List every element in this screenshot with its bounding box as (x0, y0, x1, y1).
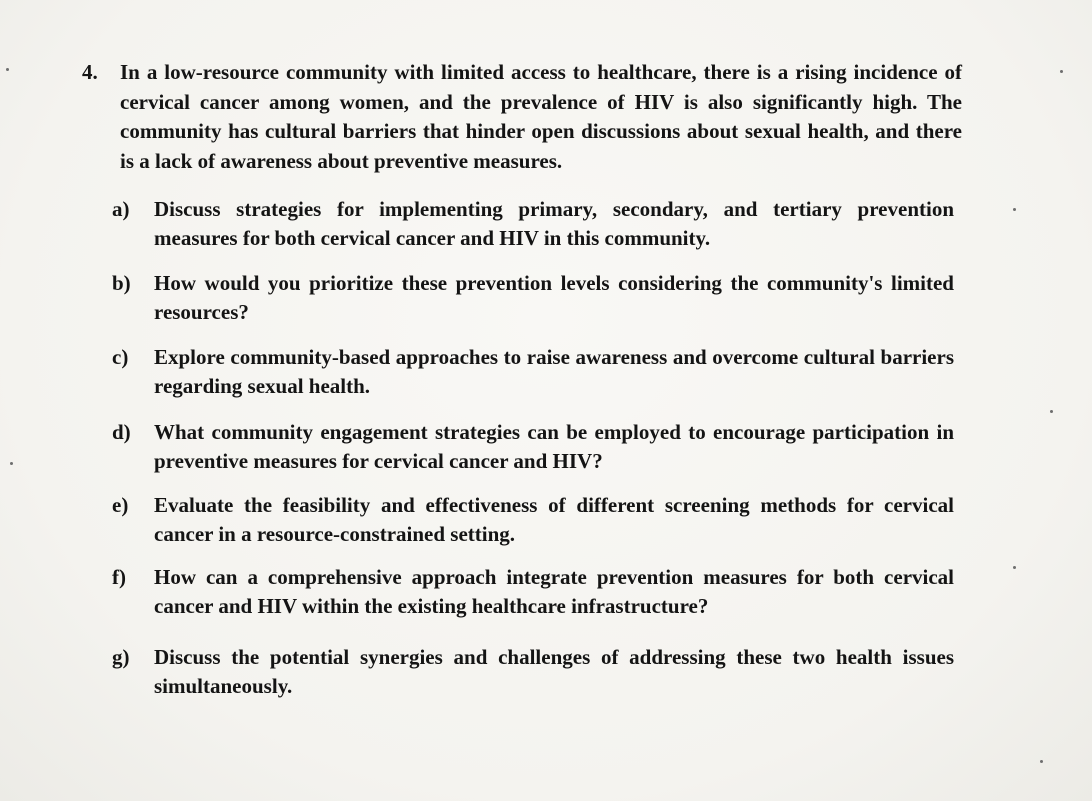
dust-speck (1060, 70, 1063, 73)
dust-speck (1040, 760, 1043, 763)
sub-question-label: a) (112, 197, 130, 221)
sub-question-text: Evaluate the feasibility and effectiveness of different screening methods for cervical cancer in a resource-constrained setting. (154, 493, 954, 546)
sub-question-label: b) (112, 271, 131, 295)
sub-question-label: g) (112, 645, 130, 669)
question-stem: In a low-resource community with limited access to healthcare, there is a rising incidence of cervical cancer among women, and the prevalence of HIV is also significantly high. The community has cultural barriers that hinder open discussions about sexual health, and there is a lack of awareness about preventive measures. (120, 60, 962, 173)
dust-speck (10, 462, 13, 465)
dust-speck (1050, 410, 1053, 413)
sub-question-text: Discuss the potential synergies and challenges of addressing these two health issues simultaneously. (154, 645, 954, 698)
sub-question-text: How would you prioritize these prevention levels considering the community's limited resources? (154, 271, 954, 324)
sub-question-label: e) (112, 493, 129, 517)
sub-question-label: f) (112, 565, 126, 589)
dust-speck (1013, 208, 1016, 211)
sub-question-text: How can a comprehensive approach integrate prevention measures for both cervical cancer and HIV within the existing healthcare infrastructure? (154, 565, 954, 618)
sub-question-text: What community engagement strategies can be employed to encourage participation in preventive measures for cervical cancer and HIV? (154, 420, 954, 473)
sub-question-text: Explore community-based approaches to raise awareness and overcome cultural barriers regarding sexual health. (154, 345, 954, 398)
sub-question-text: Discuss strategies for implementing primary, secondary, and tertiary prevention measures for both cervical cancer and HIV in this community. (154, 197, 954, 250)
question-number: 4. (82, 60, 98, 84)
dust-speck (6, 68, 9, 71)
sub-question-label: d) (112, 420, 131, 444)
sub-question-label: c) (112, 345, 129, 369)
dust-speck (1013, 566, 1016, 569)
